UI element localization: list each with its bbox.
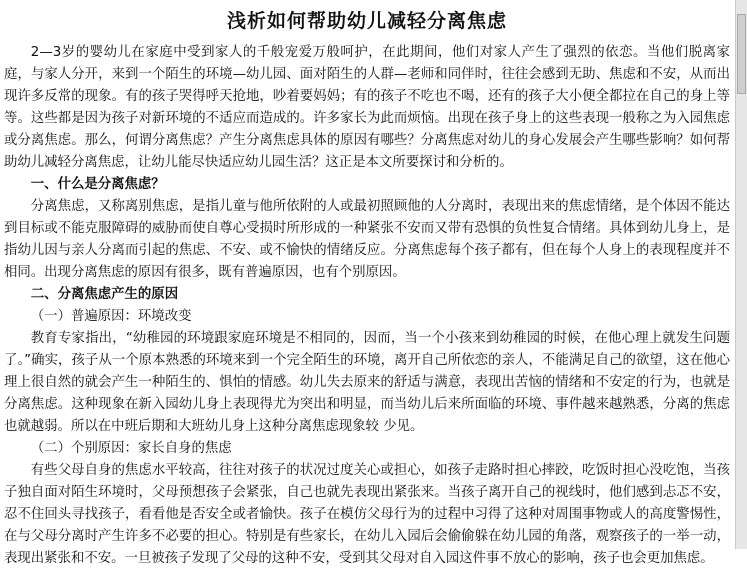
- paragraph-intro: 2—3岁的婴幼儿在家庭中受到家人的千般宠爱万般呵护，在此期间，他们对家人产生了强烈的依恋。当他们脱离家庭，与家人分开，来到一个陌生的环境—幼儿园、面对陌生的人群—老师和同伴时，往往会感到无助、焦虑和不安，从而出现许多反常的现象。有的孩子哭得呼天抢地，吵着要妈妈；有的孩子不吃也不喝，还有的孩子大小便全都拉在自己的身上等等。这些都是因为孩子对新环境的不适应而造成的。许多家长为此而烦恼。出现在孩子身上的这些表现一般称之为入园焦虑或分离焦虑。那么，何谓分离焦虑？产生分离焦虑具体的原因有哪些？分离焦虑对幼儿的身心发展会产生哪些影响？如何帮助幼儿减轻分离焦虑，让幼儿能尽快适应幼儿园生活？这正是本文所要探讨和分析的。: [4, 45, 730, 170]
- paragraph-definition: 分离焦虑，又称离别焦虑，是指儿童与他所依附的人或最初照顾他的人分离时，表现出来的焦虑情绪，是个体因不能达到目标或不能克服障碍的威胁而使自尊心受损时所形成的一种紧张不安而又带有恐惧的负性复合情绪。具体到幼儿身上，是指幼儿因与亲人分离而引起的焦虑、不安、或不愉快的情绪反应。分离焦虑每个孩子都有，但在每个人身上的表现程度并不相同。出现分离焦虑的原因有很多，既有普遍原因，也有个别原因。: [4, 199, 730, 280]
- paragraph-parent-anxiety: 有些父母自身的焦虑水平较高，往往对孩子的状况过度关心或担心，如孩子走路时担心摔跤，吃饭时担心没吃饱，当孩子独自面对陌生环境时，父母预想孩子会紧张，自己也就先表现出紧张来。当孩子离开自己的视线时，他们感到忐忑不安，忍不住回头寻找孩子，看看他是否安全或者愉快。孩子在模仿父母行为的过程中习得了这种对周围事物或人的高度警惕性，在与父母分离时产生许多不必要的担心。特别是有些家长，在幼儿入园后会偷偷躲在幼儿园的角落，观察孩子的一举一动，表现出紧张和不安。一旦被孩子发现了父母的这种不安，受到其父母对自入园这件事不放心的影响，孩子也会更加焦虑。: [4, 463, 730, 566]
- heading-section-2: 二、分离焦虑产生的原因: [30, 287, 179, 302]
- document-title: 浅析如何帮助幼儿减轻分离焦虑: [226, 10, 507, 32]
- heading-section-1: 一、什么是分离焦虑？: [30, 177, 165, 192]
- vertical-scrollbar[interactable]: [735, 0, 747, 549]
- paragraph-environment: 教育专家指出，“幼稚园的环境跟家庭环境是不相同的，因而，当一个小孩来到幼稚园的时候，在他心理上就发生问题了。”确实，孩子从一个原本熟悉的环境来到一个完全陌生的环境，离开自己所依恋的亲人，不能满足自己的欲望，这在他心理上很自然的就会产生一种陌生的、惧怕的情感。幼儿失去原来的舒适与满意，表现出苦恼的情绪和不安定的行为，也就是分离焦虑。这种现象在新入园幼儿身上表现得尤为突出和明显，而当幼儿后来所面临的环境、事件越来越熟悉，分离的焦虑也就越弱。所以在中班后期和大班幼儿身上这种分离焦虑现象较 少见。: [4, 331, 730, 434]
- subheading-general-cause: （一）普遍原因：环境改变: [30, 309, 192, 324]
- subheading-individual-cause: （二）个别原因：家长自身的焦虑: [30, 441, 232, 456]
- scrollbar-thumb[interactable]: [737, 14, 746, 94]
